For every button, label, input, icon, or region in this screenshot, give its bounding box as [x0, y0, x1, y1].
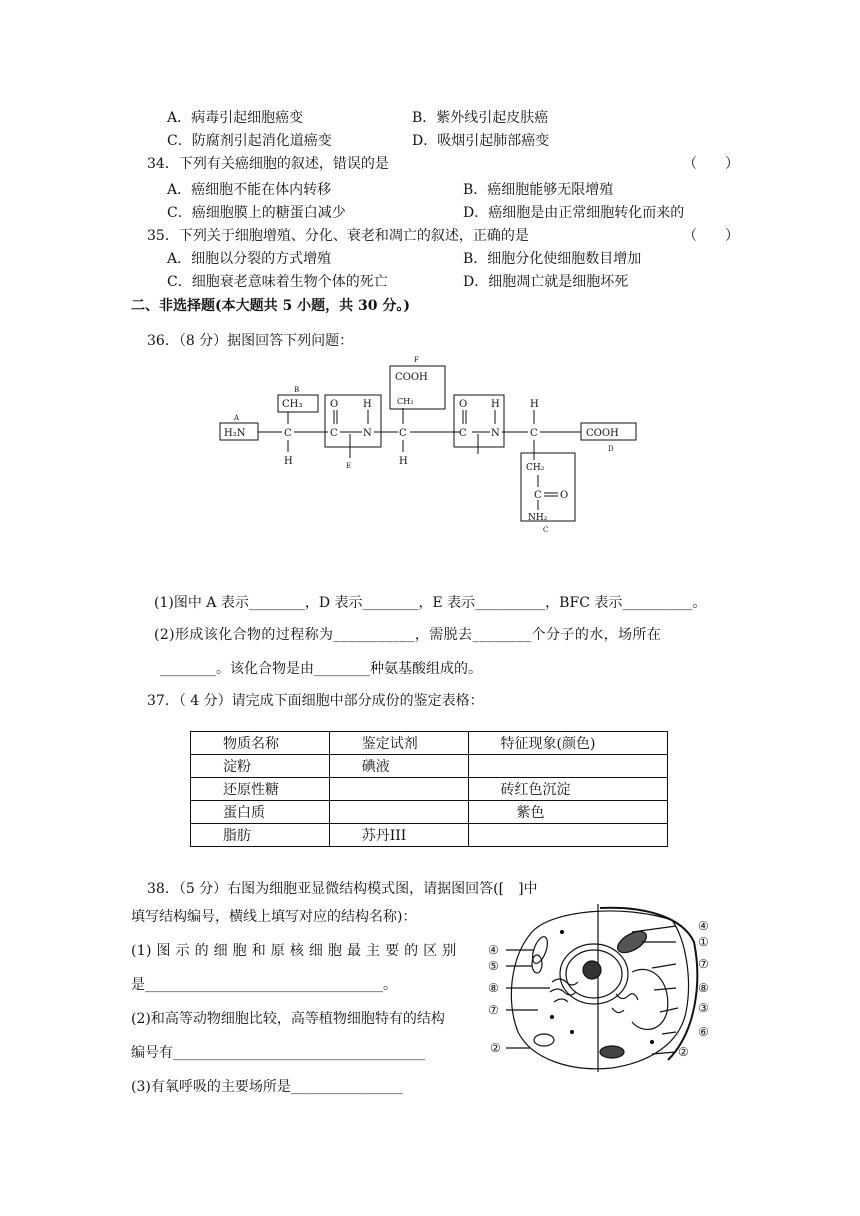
- label-1-right: ①: [698, 935, 709, 949]
- label-a: A: [234, 414, 240, 422]
- methyl-group: CH₃: [282, 399, 303, 410]
- q35-option-d: D．细胞凋亡就是细胞坏死: [463, 274, 629, 290]
- q38-question-3: (3)有氧呼吸的主要场所是________________: [131, 1079, 403, 1095]
- q38-stem-cont: 填写结构编号，横线上填写对应的结构名称)：: [131, 909, 417, 925]
- q38-question-1: (1) 图 示 的 细 胞 和 原 核 细 胞 最 主 要 的 区 别: [131, 943, 457, 959]
- label-8-right: ⑧: [698, 981, 709, 995]
- label-b: B: [294, 386, 300, 394]
- table-cell: 淀粉: [191, 755, 330, 778]
- oxygen-2: O: [459, 399, 468, 410]
- hydrogen-n2: H: [491, 399, 500, 410]
- table-cell: 蛋白质: [191, 801, 330, 824]
- label-f: F: [414, 356, 419, 364]
- label-4-left: ④: [488, 943, 499, 957]
- q36-question-2-cont: ________。该化合物是由________种氨基酸组成的。: [160, 661, 482, 677]
- q34-answer-paren: （ ）: [683, 156, 739, 172]
- q34-option-b: B．癌细胞能够无限增殖: [463, 182, 614, 198]
- label-5-left: ⑤: [488, 959, 499, 973]
- table-row: [191, 801, 668, 824]
- table-cell: [468, 824, 668, 847]
- alpha-carbon-3: C: [530, 428, 538, 439]
- q36-question-2: (2)形成该化合物的过程称为___________，需脱去________个分子的水，场所在: [154, 627, 662, 643]
- methylene-top: CH₂: [397, 397, 414, 406]
- table-cell: [329, 801, 468, 824]
- q35-option-a: A．细胞以分裂的方式增殖: [167, 251, 332, 267]
- table-cell: 砖红色沉淀: [468, 778, 668, 801]
- q38-stem: 38．（5 分）右图为细胞亚显微结构模式图，请据图回答([ ]中: [147, 881, 538, 897]
- table-header-cell: 特征现象(颜色): [468, 732, 668, 755]
- label-2-right: ②: [678, 1045, 689, 1059]
- carbonyl-carbon-2: C: [459, 428, 467, 439]
- label-2-left: ②: [490, 1041, 501, 1055]
- table-header-row: [191, 732, 668, 755]
- table-row: [191, 755, 668, 778]
- peptide-structure-diagram: [210, 350, 650, 540]
- q35-stem: 35．下列关于细胞增殖、分化、衰老和凋亡的叙述，正确的是: [147, 228, 529, 244]
- label-6-right: ⑥: [698, 1025, 709, 1039]
- identification-table: [190, 731, 668, 847]
- alpha-carbon-1: C: [284, 428, 292, 439]
- label-3-right: ③: [698, 1001, 709, 1015]
- label-7-left: ⑦: [488, 1003, 499, 1017]
- table-row: [191, 778, 668, 801]
- methylene-bottom: CH₂: [526, 463, 545, 473]
- q35-option-c: C．细胞衰老意味着生物个体的死亡: [167, 274, 388, 290]
- carbonyl-carbon-1: C: [330, 428, 338, 439]
- table-cell: [329, 778, 468, 801]
- label-e: E: [346, 462, 352, 470]
- hydrogen-2: H: [399, 456, 408, 467]
- label-8-left: ⑧: [488, 981, 499, 995]
- table-header-cell: 物质名称: [191, 732, 330, 755]
- hydrogen-1: H: [284, 456, 293, 467]
- q33-option-d: D．吸烟引起肺部癌变: [412, 133, 550, 149]
- nitrogen-1: N: [363, 428, 372, 439]
- q33-option-c: C．防腐剂引起消化道癌变: [167, 133, 332, 149]
- q38-question-2-cont: 编号有____________________________________: [131, 1045, 425, 1061]
- table-cell: 苏丹III: [329, 824, 468, 847]
- cell-ultrastructure-diagram: [482, 902, 718, 1074]
- q35-answer-paren: （ ）: [683, 228, 739, 244]
- nitrogen-2: N: [491, 428, 500, 439]
- table-row: [191, 824, 668, 847]
- q38-question-2: (2)和高等动物细胞比较，高等植物细胞特有的结构: [131, 1011, 445, 1027]
- oxygen-1: O: [330, 399, 339, 410]
- hydrogen-3: H: [530, 399, 539, 410]
- q33-option-b: B．紫外线引起皮肤癌: [412, 110, 549, 126]
- section-heading: 二、非选择题(本大题共 5 小题，共 30 分。): [131, 298, 410, 314]
- carboxyl-right: COOH: [586, 428, 619, 439]
- q37-stem: 37．（ 4 分）请完成下面细胞中部分成份的鉴定表格：: [147, 693, 484, 709]
- q34-stem: 34．下列有关癌细胞的叙述，错误的是: [147, 156, 389, 172]
- amide-carbon: C: [534, 490, 542, 501]
- alpha-carbon-2: C: [399, 428, 407, 439]
- carboxyl-top: COOH: [395, 372, 428, 383]
- table-cell: 紫色: [468, 801, 668, 824]
- label-4-right: ④: [698, 919, 709, 933]
- q34-option-a: A．癌细胞不能在体内转移: [167, 182, 332, 198]
- amide-oxygen: O: [560, 490, 569, 501]
- table-cell: 碘液: [329, 755, 468, 778]
- table-header-cell: 鉴定试剂: [329, 732, 468, 755]
- q33-option-a: A．病毒引起细胞癌变: [167, 110, 304, 126]
- amide-group: NH₂: [528, 513, 548, 523]
- label-d: D: [608, 445, 614, 453]
- q36-stem: 36．（8 分）据图回答下列问题：: [147, 333, 354, 349]
- q34-option-c: C．癌细胞膜上的糖蛋白减少: [167, 205, 346, 221]
- q36-question-1: (1)图中 A 表示________，D 表示________，E 表示__________，BFC 表示__________。: [154, 595, 707, 611]
- q35-option-b: B．细胞分化使细胞数目增加: [463, 251, 642, 267]
- label-7-right: ⑦: [698, 957, 709, 971]
- q34-option-d: D．癌细胞是由正常细胞转化而来的: [463, 205, 685, 221]
- q38-question-1-cont: 是__________________________________。: [131, 977, 397, 993]
- label-c: C: [543, 526, 549, 534]
- table-cell: [468, 755, 668, 778]
- table-cell: 还原性糖: [191, 778, 330, 801]
- amino-group: H₂N: [224, 428, 246, 439]
- table-cell: 脂肪: [191, 824, 330, 847]
- hydrogen-n1: H: [363, 399, 372, 410]
